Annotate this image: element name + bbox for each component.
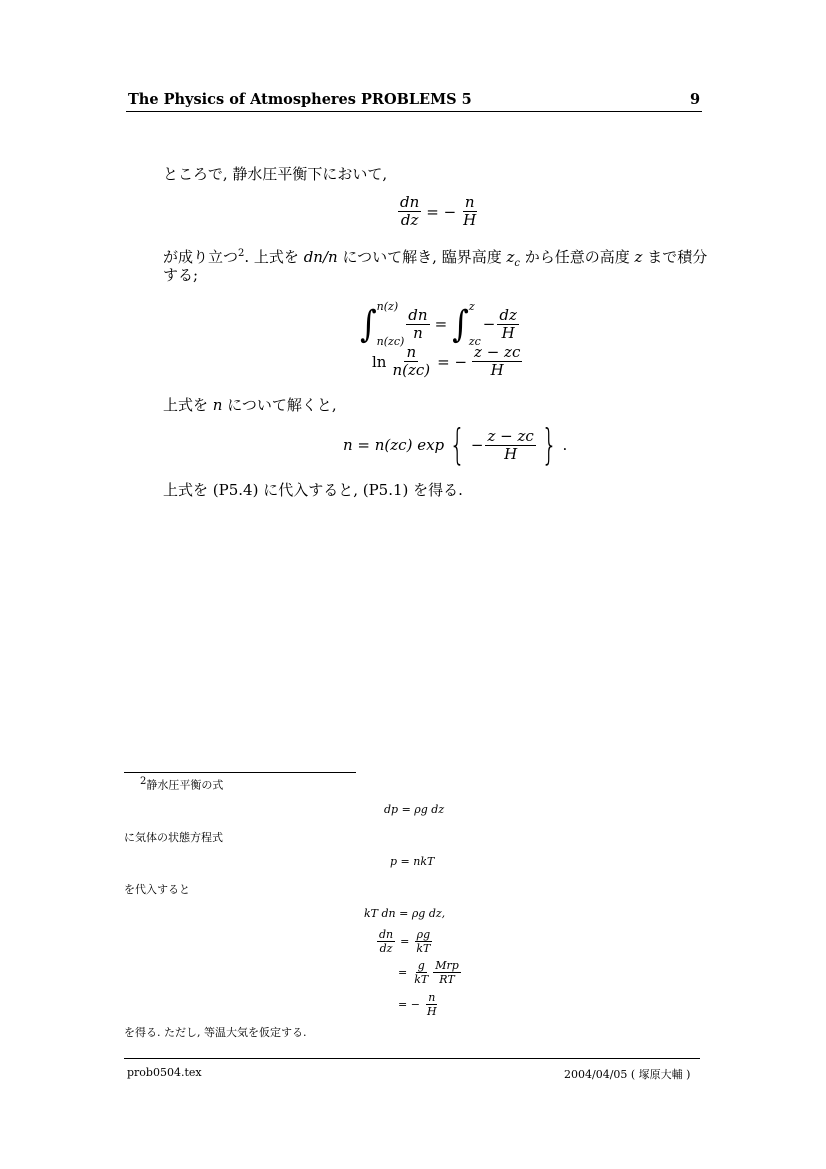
paragraph-1: ところで, 静水圧平衡下において, — [163, 165, 388, 183]
eq1-rhs-den: H — [463, 211, 477, 229]
fn-c2-lhs — [377, 928, 395, 955]
p2-text-d: から任意の高度 — [519, 248, 635, 266]
eq2-rhs-num: dz — [499, 305, 517, 324]
p2-text-a: が成り立つ — [163, 248, 239, 266]
eq4-period: . — [562, 436, 568, 454]
eq3-operator: = − — [437, 352, 468, 371]
integral-sign-2: ∫ — [452, 302, 469, 346]
footnote-line-2: に気体の状態方程式 — [124, 831, 223, 844]
footnote-reference: 2 — [238, 248, 245, 259]
fn-c3-rt: RT — [439, 973, 455, 986]
footnote-line-4: を得る. ただし, 等温大気を仮定する. — [124, 1026, 307, 1039]
footnote-mark: 2 — [140, 776, 147, 787]
equation-2 — [360, 300, 519, 348]
eq2-equals: = — [434, 315, 448, 333]
fn-c4-frac — [425, 991, 439, 1018]
int2-lower: zc — [468, 335, 481, 348]
footer-rule — [124, 1058, 700, 1059]
left-brace: { — [449, 420, 466, 469]
footnote-eq-c1: kT dn = ρg dz, — [364, 907, 446, 920]
equation-3 — [372, 344, 522, 379]
p3-n: n — [212, 396, 223, 414]
fn-c4-operator: = − — [398, 998, 420, 1011]
footnote-line-1 — [140, 776, 223, 793]
p2-text-c: について解き, 臨界高度 — [337, 248, 507, 266]
p2-text-b: . 上式を — [244, 248, 304, 266]
eq2-rhs-den: H — [501, 323, 515, 342]
fn-c3-frac2 — [433, 959, 461, 986]
paragraph-2-line-1 — [163, 244, 707, 274]
fn-c2-rhs-num: ρg — [416, 928, 431, 941]
eq2-lhs-num: dn — [408, 305, 428, 324]
eq3-lhs-fraction — [390, 344, 432, 379]
eq3-lhs-num: n — [406, 343, 417, 361]
footnote-eq-b: p = nkT — [390, 855, 435, 868]
footnote-eq-c4 — [393, 991, 439, 1018]
footer-filename: prob0504.tex — [127, 1066, 202, 1079]
fn-c2-lhs-den: dz — [379, 942, 393, 955]
equation-1 — [398, 194, 478, 229]
eq4-fraction — [485, 428, 535, 463]
eq2-lhs-fraction — [406, 307, 429, 342]
eq1-lhs-den: dz — [400, 211, 419, 229]
int1-lower: n(zc) — [376, 335, 405, 348]
fn-c4-num: n — [428, 991, 436, 1004]
fn-c3-frac1 — [412, 959, 430, 986]
int1-upper: n(z) — [376, 300, 399, 313]
fn-c2-lhs-num: dn — [379, 928, 394, 941]
footnote-eq-a: dp = ρg dz — [384, 803, 445, 816]
fn-c3-kT: kT — [414, 973, 429, 986]
paragraph-3 — [163, 395, 337, 415]
header-rule — [126, 111, 702, 112]
integral-2-limits — [469, 300, 481, 348]
eq1-lhs-num: dn — [400, 193, 420, 211]
fn-c3-equals: = — [398, 966, 408, 979]
eq4-minus: − — [470, 436, 484, 454]
eq3-rhs-den: H — [490, 361, 504, 379]
p2-z: z — [634, 248, 643, 266]
page-number: 9 — [690, 91, 701, 108]
eq3-lhs-den: n(zc) — [392, 361, 431, 379]
footer-date-author: 2004/04/05 ( 塚原大輔 ) — [564, 1068, 691, 1081]
p2-zc-sub: c — [514, 258, 520, 269]
fn-c2-equals: = — [400, 935, 410, 948]
footnote-text-1: 静水圧平衡の式 — [146, 778, 224, 792]
p2-text-e: まで積分 — [642, 248, 708, 266]
eq1-operator: = − — [426, 202, 457, 221]
paragraph-4: 上式を (P5.4) に代入すると, (P5.1) を得る. — [163, 481, 463, 499]
eq3-rhs-fraction — [472, 344, 522, 379]
eq3-ln: ln — [372, 352, 387, 371]
eq2-lhs-den: n — [413, 323, 423, 342]
footnote-line-3: を代入すると — [124, 883, 190, 896]
footnote-eq-c3 — [393, 959, 461, 986]
p2-dn-over-n: dn/n — [303, 248, 338, 266]
right-brace: } — [541, 420, 558, 469]
paragraph-2-line-2: する; — [163, 266, 199, 284]
p3-text-a: 上式を — [163, 396, 213, 414]
p2-zc: z — [506, 248, 515, 266]
running-header-title: The Physics of Atmospheres PROBLEMS 5 — [128, 91, 472, 108]
eq4-num: z − zc — [487, 426, 534, 445]
eq2-rhs-fraction — [497, 307, 519, 342]
footnote-rule — [124, 772, 356, 773]
int2-upper: z — [468, 300, 475, 313]
eq2-minus: − — [482, 315, 496, 333]
fn-c3-g: g — [417, 959, 425, 972]
footnote-eq-c2 — [377, 928, 432, 955]
integral-sign-1: ∫ — [360, 302, 377, 346]
fn-c2-rhs-den: kT — [416, 942, 431, 955]
integral-1-limits — [377, 300, 405, 348]
eq1-lhs-fraction — [398, 194, 421, 229]
equation-4 — [343, 420, 568, 469]
eq3-rhs-num: z − zc — [474, 343, 521, 361]
eq1-rhs-fraction — [461, 194, 478, 229]
fn-c2-rhs — [414, 928, 432, 955]
eq4-den: H — [504, 444, 518, 463]
fn-c3-mrp: Mrp — [435, 959, 459, 972]
fn-c4-den: H — [426, 1005, 437, 1018]
eq1-rhs-num: n — [464, 193, 475, 211]
eq4-lhs: n = n(zc) exp — [343, 436, 445, 454]
p3-text-b: について解くと, — [222, 396, 337, 414]
